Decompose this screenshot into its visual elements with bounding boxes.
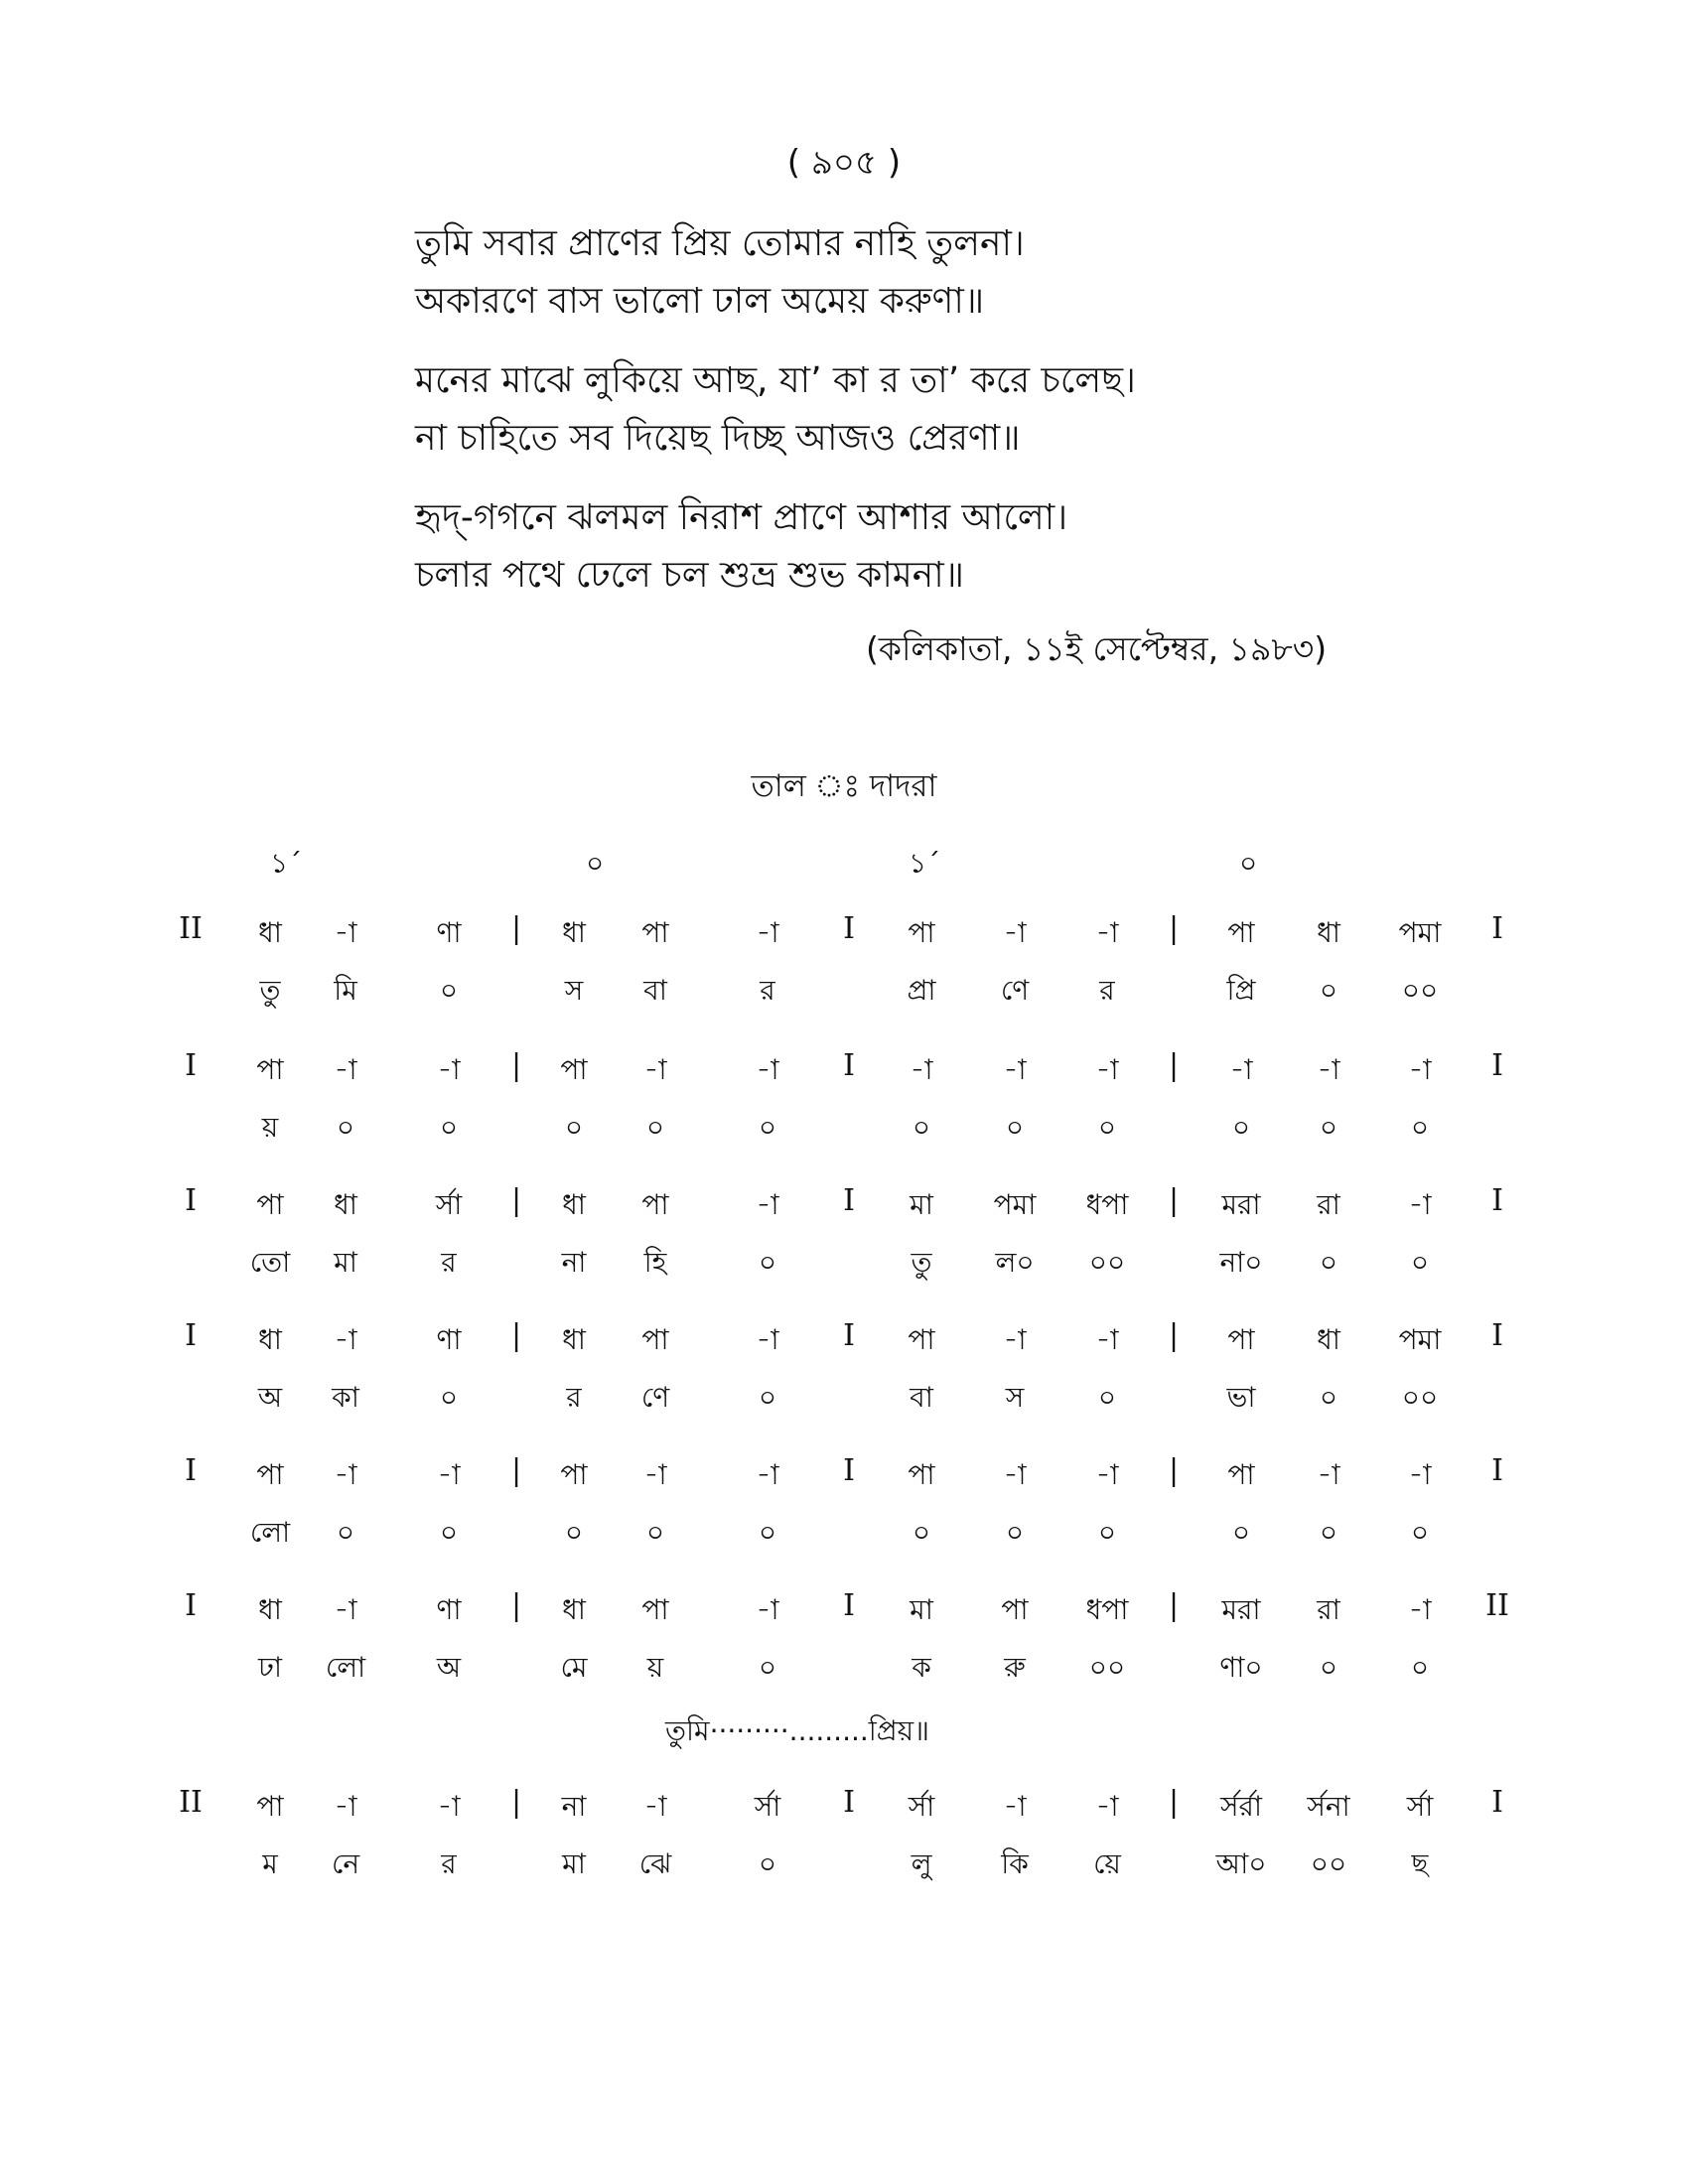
- swara-note: মরা: [1221, 1593, 1261, 1626]
- swara-note: -া: [1408, 1458, 1432, 1491]
- swara-note: ণা: [436, 916, 462, 949]
- bar-line: I: [843, 1048, 855, 1083]
- swara-note: -া: [334, 1053, 357, 1086]
- swara-note: -া: [334, 1593, 357, 1626]
- lyric-syllable: র: [760, 974, 775, 1007]
- swara-note: -া: [910, 1053, 933, 1086]
- swara-note: -া: [1317, 1053, 1340, 1086]
- row-start-bar: I: [185, 1183, 197, 1218]
- lyric-syllable: র: [566, 1381, 582, 1414]
- beat-mark: ১´: [909, 847, 941, 880]
- verse-line: হৃদ্‌-গগনে ঝলমল নিরাশ প্রাণে আশার আলো।: [415, 497, 1068, 538]
- lyric-syllable: হি: [643, 1246, 667, 1279]
- lyric-syllable: ০: [1231, 1516, 1251, 1549]
- lyric-syllable: মি: [334, 974, 357, 1007]
- swara-note: ধা: [562, 916, 586, 949]
- lyric-syllable: মা: [334, 1246, 357, 1279]
- lyric-syllable: ০: [336, 1111, 355, 1144]
- lyric-syllable: ০: [1410, 1111, 1430, 1144]
- bar-line: |: [510, 911, 522, 946]
- lyric-syllable: ০: [758, 1847, 777, 1880]
- swara-note: ধা: [562, 1323, 586, 1356]
- refrain-cue: তুমি·········.........প্রিয়॥: [665, 1714, 930, 1747]
- swara-note: -া: [437, 1458, 461, 1491]
- lyric-syllable: ০: [1005, 1516, 1025, 1549]
- lyric-syllable: ০: [439, 1381, 459, 1414]
- lyric-syllable: স: [1005, 1381, 1025, 1414]
- swara-note: মা: [910, 1188, 933, 1221]
- swara-note: পমা: [1398, 916, 1442, 949]
- swara-note: -া: [1003, 1458, 1027, 1491]
- lyric-syllable: ০০: [1088, 1651, 1126, 1684]
- bar-line: |: [1168, 1588, 1180, 1623]
- lyric-syllable: র: [441, 1847, 457, 1880]
- lyric-syllable: য়: [646, 1651, 664, 1684]
- swara-note: র্সা: [435, 1188, 463, 1221]
- bar-line: |: [1168, 1453, 1180, 1488]
- swara-note: পা: [1001, 1593, 1029, 1626]
- swara-note: পা: [560, 1053, 588, 1086]
- lyric-syllable: ০: [1410, 1516, 1430, 1549]
- lyric-syllable: ০: [439, 974, 459, 1007]
- bar-line: |: [510, 1785, 522, 1820]
- bar-line: I: [1491, 1785, 1503, 1820]
- beat-mark: ০: [586, 847, 605, 880]
- lyric-syllable: তু: [259, 974, 281, 1007]
- swara-note: -া: [643, 1790, 667, 1823]
- swara-note: -া: [756, 916, 779, 949]
- lyric-syllable: বা: [643, 974, 667, 1007]
- lyric-syllable: ০: [645, 1111, 665, 1144]
- bar-line: |: [510, 1183, 522, 1218]
- lyric-syllable: তু: [911, 1246, 932, 1279]
- bar-line: |: [510, 1588, 522, 1623]
- lyric-syllable: ০: [758, 1516, 777, 1549]
- row-start-bar: II: [179, 1785, 203, 1820]
- swara-note: -া: [1408, 1053, 1432, 1086]
- swara-note: পা: [1227, 1458, 1255, 1491]
- lyric-syllable: ০০: [1310, 1847, 1347, 1880]
- row-start-bar: I: [185, 1048, 197, 1083]
- bar-line: I: [843, 1588, 855, 1623]
- lyric-syllable: ০: [1231, 1111, 1251, 1144]
- verse-line: অকারণে বাস ভালো ঢাল অমেয় করুণা॥: [415, 281, 985, 322]
- verse-line: না চাহিতে সব দিয়েছ দিচ্ছ আজও প্রেরণা॥: [415, 418, 1021, 459]
- swara-note: -া: [437, 1790, 461, 1823]
- bar-line: I: [1491, 911, 1503, 946]
- lyric-syllable: স: [564, 974, 584, 1007]
- lyric-syllable: ০: [1005, 1111, 1025, 1144]
- swara-note: ধপা: [1085, 1593, 1129, 1626]
- swara-note: র্সা: [1406, 1790, 1434, 1823]
- lyric-syllable: ০: [564, 1516, 584, 1549]
- lyric-syllable: ম: [262, 1847, 278, 1880]
- swara-note: পা: [908, 1458, 935, 1491]
- swara-note: র্সা: [754, 1790, 781, 1823]
- lyric-syllable: ণে: [640, 1381, 670, 1414]
- lyric-syllable: ০: [758, 1246, 777, 1279]
- lyric-syllable: ০: [1319, 1111, 1338, 1144]
- lyric-syllable: তো: [249, 1246, 291, 1279]
- swara-note: পা: [560, 1458, 588, 1491]
- swara-note: পমা: [993, 1188, 1037, 1221]
- lyric-syllable: ০: [1410, 1651, 1430, 1684]
- bar-line: |: [510, 1453, 522, 1488]
- swara-note: -া: [334, 916, 357, 949]
- lyric-syllable: য়: [261, 1111, 279, 1144]
- lyric-syllable: ঢা: [258, 1651, 282, 1684]
- lyric-syllable: ০: [1319, 1246, 1338, 1279]
- beat-mark: ১´: [270, 847, 303, 880]
- swara-note: পা: [256, 1188, 284, 1221]
- lyric-syllable: ০: [758, 1381, 777, 1414]
- lyric-syllable: ক: [912, 1651, 931, 1684]
- swara-note: ধা: [562, 1188, 586, 1221]
- swara-note: -া: [1003, 1053, 1027, 1086]
- swara-note: র্সর্রা: [1219, 1790, 1263, 1823]
- lyric-syllable: ভা: [1226, 1381, 1256, 1414]
- bar-line: I: [1491, 1318, 1503, 1353]
- row-start-bar: I: [185, 1453, 197, 1488]
- swara-note: -া: [756, 1323, 779, 1356]
- lyric-syllable: ণা০: [1219, 1651, 1263, 1684]
- lyric-syllable: রু: [1004, 1651, 1026, 1684]
- swara-note: -া: [1095, 1790, 1119, 1823]
- row-start-bar: I: [185, 1318, 197, 1353]
- taal-label: তাল ঃ দাদরা: [751, 768, 937, 804]
- swara-note: পা: [1227, 916, 1255, 949]
- lyric-syllable: না: [561, 1246, 587, 1279]
- swara-note: মা: [910, 1593, 933, 1626]
- swara-note: পা: [256, 1790, 284, 1823]
- swara-note: -া: [1408, 1188, 1432, 1221]
- page-number: ( ৯০৫ ): [786, 143, 902, 183]
- lyric-syllable: লু: [911, 1847, 932, 1880]
- swara-note: পা: [641, 1593, 669, 1626]
- lyric-syllable: ০: [439, 1111, 459, 1144]
- verse-line: তুমি সবার প্রাণের প্রিয় তোমার নাহি তুলনা।: [415, 223, 1025, 264]
- lyric-syllable: আ০: [1215, 1847, 1267, 1880]
- lyric-syllable: ০: [1319, 1381, 1338, 1414]
- bar-line: I: [1491, 1183, 1503, 1218]
- swara-note: ধা: [1317, 1323, 1340, 1356]
- swara-note: -া: [1095, 1323, 1119, 1356]
- lyric-syllable: ০: [1319, 1516, 1338, 1549]
- lyric-syllable: ০: [912, 1111, 931, 1144]
- bar-line: I: [1491, 1453, 1503, 1488]
- swara-note: -া: [1095, 1458, 1119, 1491]
- bar-line: |: [510, 1048, 522, 1083]
- lyric-syllable: মে: [560, 1651, 588, 1684]
- swara-note: -া: [1003, 1323, 1027, 1356]
- lyric-syllable: না০: [1219, 1246, 1263, 1279]
- swara-note: ধা: [258, 916, 282, 949]
- swara-note: -া: [756, 1188, 779, 1221]
- lyric-syllable: ঝে: [638, 1847, 672, 1880]
- lyric-syllable: র: [441, 1246, 457, 1279]
- swara-note: -া: [334, 1323, 357, 1356]
- lyric-syllable: ০০: [1088, 1246, 1126, 1279]
- swara-note: ধা: [258, 1593, 282, 1626]
- bar-line: I: [843, 911, 855, 946]
- swara-note: মরা: [1221, 1188, 1261, 1221]
- bar-line: I: [843, 1453, 855, 1488]
- bar-line: |: [510, 1318, 522, 1353]
- bar-line: |: [1168, 1785, 1180, 1820]
- swara-note: ধপা: [1085, 1188, 1129, 1221]
- bar-line: I: [843, 1183, 855, 1218]
- swara-note: -া: [1095, 916, 1119, 949]
- sign-off-place-date: (কলিকাতা, ১১ই সেপ্টেম্বর, ১৯৮৩): [866, 629, 1328, 668]
- bar-line: I: [843, 1318, 855, 1353]
- swara-note: -া: [1003, 916, 1027, 949]
- swara-note: পমা: [1398, 1323, 1442, 1356]
- lyric-syllable: অ: [436, 1651, 462, 1684]
- lyric-syllable: ০: [1319, 1651, 1338, 1684]
- swara-note: -া: [1229, 1053, 1253, 1086]
- swara-note: ণা: [436, 1593, 462, 1626]
- swara-note: -া: [756, 1458, 779, 1491]
- lyric-syllable: ছ: [1411, 1847, 1429, 1880]
- swara-note: রা: [1317, 1188, 1340, 1221]
- lyric-syllable: ০০: [1401, 974, 1439, 1007]
- lyric-syllable: র: [1099, 974, 1115, 1007]
- swara-note: -া: [437, 1053, 461, 1086]
- row-start-bar: II: [179, 911, 203, 946]
- swara-note: র্সা: [908, 1790, 935, 1823]
- swara-note: র্সনা: [1307, 1790, 1350, 1823]
- lyric-syllable: বা: [910, 1381, 933, 1414]
- swara-note: পা: [641, 916, 669, 949]
- lyric-syllable: ০: [912, 1516, 931, 1549]
- verse-line: চলার পথে ঢেলে চল শুভ্র শুভ কামনা॥: [415, 555, 965, 596]
- swara-note: পা: [256, 1458, 284, 1491]
- swara-note: পা: [256, 1053, 284, 1086]
- swara-note: -া: [643, 1458, 667, 1491]
- swara-note: -া: [1095, 1053, 1119, 1086]
- swara-note: পা: [641, 1188, 669, 1221]
- lyric-syllable: লো: [325, 1651, 366, 1684]
- lyric-syllable: ০: [1097, 1516, 1117, 1549]
- swara-note: পা: [908, 1323, 935, 1356]
- lyric-syllable: ০: [439, 1516, 459, 1549]
- swara-note: ধা: [562, 1593, 586, 1626]
- lyric-syllable: ০: [758, 1111, 777, 1144]
- swara-note: -া: [1317, 1458, 1340, 1491]
- swara-note: ধা: [1317, 916, 1340, 949]
- lyric-syllable: অ: [257, 1381, 283, 1414]
- bar-line: I: [843, 1785, 855, 1820]
- lyric-syllable: কা: [332, 1381, 359, 1414]
- bar-line: |: [1168, 1318, 1180, 1353]
- bar-line: |: [1168, 1183, 1180, 1218]
- lyric-syllable: লো: [249, 1516, 291, 1549]
- lyric-syllable: ০: [758, 1651, 777, 1684]
- lyric-syllable: ল০: [995, 1246, 1035, 1279]
- swara-note: ধা: [258, 1323, 282, 1356]
- swara-note: -া: [643, 1053, 667, 1086]
- swara-note: -া: [334, 1458, 357, 1491]
- lyric-syllable: ০: [336, 1516, 355, 1549]
- lyric-syllable: ০: [1410, 1246, 1430, 1279]
- lyric-syllable: নে: [331, 1847, 360, 1880]
- bar-line: I: [1491, 1048, 1503, 1083]
- swara-note: পা: [908, 916, 935, 949]
- swara-note: -া: [334, 1790, 357, 1823]
- lyric-syllable: প্রি: [1226, 974, 1256, 1007]
- lyric-syllable: ০: [1097, 1381, 1117, 1414]
- swara-note: ধা: [334, 1188, 357, 1221]
- bar-line: II: [1485, 1588, 1509, 1623]
- lyric-syllable: ণে: [1000, 974, 1030, 1007]
- swara-note: -া: [756, 1593, 779, 1626]
- lyric-syllable: ০০: [1401, 1381, 1439, 1414]
- bar-line: |: [1168, 1048, 1180, 1083]
- lyric-syllable: ০: [1319, 974, 1338, 1007]
- lyric-syllable: য়ে: [1093, 1847, 1121, 1880]
- swara-note: পা: [1227, 1323, 1255, 1356]
- verse-line: মনের মাঝে লুকিয়ে আছ, যা’ কা র তা’ করে চলেছ।: [415, 360, 1136, 401]
- swara-note: -া: [1408, 1593, 1432, 1626]
- swara-note: -া: [756, 1053, 779, 1086]
- beat-mark: ০: [1239, 847, 1258, 880]
- lyric-syllable: মা: [562, 1847, 586, 1880]
- swara-note: না: [561, 1790, 587, 1823]
- row-start-bar: I: [185, 1588, 197, 1623]
- bar-line: |: [1168, 911, 1180, 946]
- swara-note: -া: [1003, 1790, 1027, 1823]
- lyric-syllable: ০: [645, 1516, 665, 1549]
- swara-note: ণা: [436, 1323, 462, 1356]
- lyric-syllable: ০: [564, 1111, 584, 1144]
- lyric-syllable: কি: [1001, 1847, 1029, 1880]
- lyric-syllable: ০: [1097, 1111, 1117, 1144]
- swara-note: পা: [641, 1323, 669, 1356]
- lyric-syllable: প্রা: [907, 974, 936, 1007]
- swara-note: রা: [1317, 1593, 1340, 1626]
